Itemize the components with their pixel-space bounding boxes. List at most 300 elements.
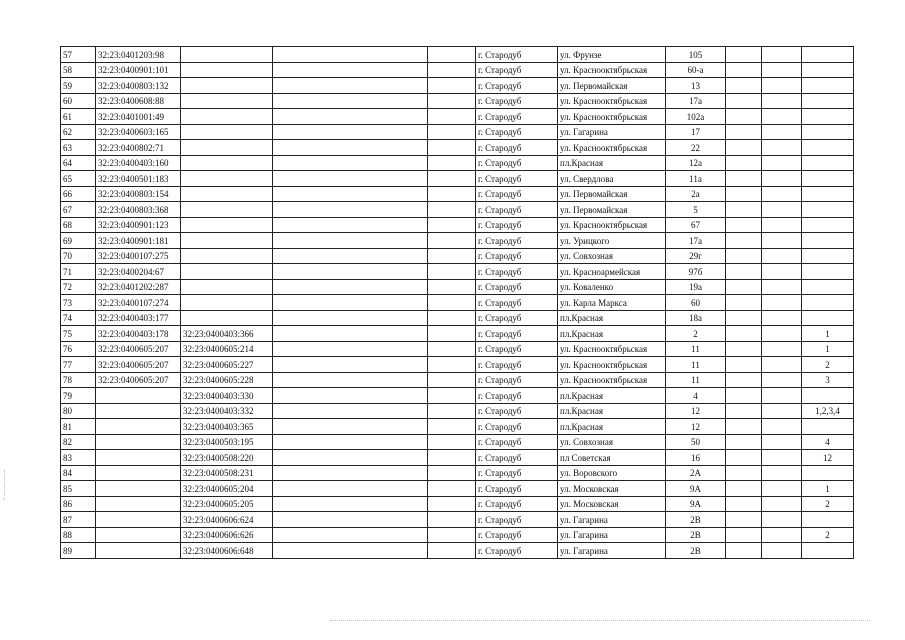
apartment-cell bbox=[802, 388, 854, 404]
house-number-cell: 12а bbox=[666, 155, 726, 171]
cadastral-number-2-cell bbox=[181, 78, 273, 94]
house-number-cell: 11 bbox=[666, 372, 726, 388]
cadastral-number-cell: 32:23:0400901:181 bbox=[96, 233, 181, 249]
table-body bbox=[61, 47, 854, 559]
apartment-cell: 3 bbox=[802, 372, 854, 388]
city-cell: г. Стародуб bbox=[476, 109, 558, 125]
table-row bbox=[61, 233, 854, 249]
table-row bbox=[61, 217, 854, 233]
house-number-cell: 2В bbox=[666, 512, 726, 528]
city-cell: г. Стародуб bbox=[476, 140, 558, 156]
cadastral-number-2-cell bbox=[181, 47, 273, 63]
city-cell: г. Стародуб bbox=[476, 496, 558, 512]
city-cell: г. Стародуб bbox=[476, 233, 558, 249]
house-number-cell: 12 bbox=[666, 419, 726, 435]
empty-cell bbox=[273, 233, 428, 249]
row-number-cell: 80 bbox=[61, 403, 96, 419]
empty-cell bbox=[762, 93, 802, 109]
house-number-cell: 2 bbox=[666, 326, 726, 342]
row-number-cell: 60 bbox=[61, 93, 96, 109]
cadastral-number-2-cell: 32:23:0400508:220 bbox=[181, 450, 273, 466]
table-row bbox=[61, 434, 854, 450]
table-row bbox=[61, 357, 854, 373]
empty-cell bbox=[428, 450, 476, 466]
apartment-cell bbox=[802, 295, 854, 311]
cadastral-number-cell: 32:23:0400605:207 bbox=[96, 357, 181, 373]
empty-cell bbox=[428, 310, 476, 326]
cadastral-number-2-cell: 32:23:0400605:227 bbox=[181, 357, 273, 373]
empty-cell bbox=[762, 186, 802, 202]
empty-cell bbox=[762, 109, 802, 125]
house-number-cell: 12 bbox=[666, 403, 726, 419]
empty-cell bbox=[428, 62, 476, 78]
empty-cell bbox=[726, 481, 762, 497]
street-cell: пл Советская bbox=[558, 450, 666, 466]
city-cell: г. Стародуб bbox=[476, 47, 558, 63]
city-cell: г. Стародуб bbox=[476, 279, 558, 295]
empty-cell bbox=[726, 62, 762, 78]
house-number-cell: 5 bbox=[666, 202, 726, 218]
city-cell: г. Стародуб bbox=[476, 341, 558, 357]
row-number-cell: 78 bbox=[61, 372, 96, 388]
apartment-cell: 1,2,3,4 bbox=[802, 403, 854, 419]
empty-cell bbox=[726, 264, 762, 280]
empty-cell bbox=[762, 341, 802, 357]
city-cell: г. Стародуб bbox=[476, 450, 558, 466]
scan-artifact-line bbox=[330, 620, 870, 622]
row-number-cell: 88 bbox=[61, 527, 96, 543]
row-number-cell: 75 bbox=[61, 326, 96, 342]
cadastral-number-2-cell bbox=[181, 295, 273, 311]
table-row bbox=[61, 93, 854, 109]
empty-cell bbox=[273, 264, 428, 280]
cadastral-number-2-cell: 32:23:0400605:204 bbox=[181, 481, 273, 497]
empty-cell bbox=[762, 310, 802, 326]
row-number-cell: 61 bbox=[61, 109, 96, 125]
cadastral-number-2-cell: 32:23:0400606:626 bbox=[181, 527, 273, 543]
table-row bbox=[61, 62, 854, 78]
empty-cell bbox=[726, 357, 762, 373]
empty-cell bbox=[762, 357, 802, 373]
street-cell: ул. Воровского bbox=[558, 465, 666, 481]
cadastral-number-2-cell: 32:23:0400403:365 bbox=[181, 419, 273, 435]
table-row bbox=[61, 171, 854, 187]
apartment-cell bbox=[802, 279, 854, 295]
table-row bbox=[61, 109, 854, 125]
empty-cell bbox=[428, 512, 476, 528]
empty-cell bbox=[762, 140, 802, 156]
row-number-cell: 63 bbox=[61, 140, 96, 156]
empty-cell bbox=[273, 155, 428, 171]
row-number-cell: 72 bbox=[61, 279, 96, 295]
street-cell: ул. Краснооктябрьская bbox=[558, 62, 666, 78]
city-cell: г. Стародуб bbox=[476, 171, 558, 187]
cadastral-number-2-cell: 32:23:0400605:228 bbox=[181, 372, 273, 388]
cadastral-number-2-cell: 32:23:0400508:231 bbox=[181, 465, 273, 481]
apartment-cell bbox=[802, 62, 854, 78]
house-number-cell: 9А bbox=[666, 496, 726, 512]
empty-cell bbox=[726, 78, 762, 94]
empty-cell bbox=[273, 186, 428, 202]
apartment-cell bbox=[802, 93, 854, 109]
row-number-cell: 62 bbox=[61, 124, 96, 140]
street-cell: ул. Свердлова bbox=[558, 171, 666, 187]
street-cell: пл.Красная bbox=[558, 419, 666, 435]
empty-cell bbox=[428, 388, 476, 404]
row-number-cell: 59 bbox=[61, 78, 96, 94]
cadastral-number-cell: 32:23:0400803:368 bbox=[96, 202, 181, 218]
row-number-cell: 73 bbox=[61, 295, 96, 311]
street-cell: пл.Красная bbox=[558, 388, 666, 404]
house-number-cell: 102а bbox=[666, 109, 726, 125]
street-cell: ул. Краснооктябрьская bbox=[558, 217, 666, 233]
empty-cell bbox=[726, 527, 762, 543]
empty-cell bbox=[428, 403, 476, 419]
street-cell: ул. Первомайская bbox=[558, 78, 666, 94]
empty-cell bbox=[428, 248, 476, 264]
street-cell: ул. Краснооктябрьская bbox=[558, 372, 666, 388]
empty-cell bbox=[273, 465, 428, 481]
cadastral-number-cell: 32:23:0400403:178 bbox=[96, 326, 181, 342]
empty-cell bbox=[428, 233, 476, 249]
table-row bbox=[61, 512, 854, 528]
empty-cell bbox=[273, 450, 428, 466]
house-number-cell: 50 bbox=[666, 434, 726, 450]
table-row bbox=[61, 47, 854, 63]
city-cell: г. Стародуб bbox=[476, 543, 558, 559]
empty-cell bbox=[762, 372, 802, 388]
city-cell: г. Стародуб bbox=[476, 388, 558, 404]
row-number-cell: 81 bbox=[61, 419, 96, 435]
row-number-cell: 87 bbox=[61, 512, 96, 528]
house-number-cell: 105 bbox=[666, 47, 726, 63]
apartment-cell bbox=[802, 124, 854, 140]
city-cell: г. Стародуб bbox=[476, 372, 558, 388]
cadastral-number-2-cell bbox=[181, 264, 273, 280]
apartment-cell: 2 bbox=[802, 527, 854, 543]
house-number-cell: 17а bbox=[666, 233, 726, 249]
cadastral-number-2-cell bbox=[181, 248, 273, 264]
apartment-cell bbox=[802, 140, 854, 156]
empty-cell bbox=[726, 403, 762, 419]
table-row bbox=[61, 465, 854, 481]
street-cell: ул. Гагарина bbox=[558, 512, 666, 528]
empty-cell bbox=[428, 171, 476, 187]
empty-cell bbox=[428, 217, 476, 233]
empty-cell bbox=[428, 202, 476, 218]
empty-cell bbox=[273, 248, 428, 264]
cadastral-number-cell: 32:23:0401001:49 bbox=[96, 109, 181, 125]
empty-cell bbox=[273, 481, 428, 497]
city-cell: г. Стародуб bbox=[476, 62, 558, 78]
empty-cell bbox=[428, 527, 476, 543]
empty-cell bbox=[762, 388, 802, 404]
empty-cell bbox=[762, 512, 802, 528]
empty-cell bbox=[273, 171, 428, 187]
empty-cell bbox=[726, 512, 762, 528]
house-number-cell: 22 bbox=[666, 140, 726, 156]
city-cell: г. Стародуб bbox=[476, 310, 558, 326]
table-row bbox=[61, 326, 854, 342]
cadastral-number-cell: 32:23:0400107:274 bbox=[96, 295, 181, 311]
apartment-cell: 1 bbox=[802, 326, 854, 342]
city-cell: г. Стародуб bbox=[476, 202, 558, 218]
table-row bbox=[61, 403, 854, 419]
cadastral-number-cell: 32:23:0400107:275 bbox=[96, 248, 181, 264]
empty-cell bbox=[726, 326, 762, 342]
street-cell: ул. Краснооктябрьская bbox=[558, 341, 666, 357]
empty-cell bbox=[762, 496, 802, 512]
empty-cell bbox=[273, 217, 428, 233]
empty-cell bbox=[273, 62, 428, 78]
city-cell: г. Стародуб bbox=[476, 357, 558, 373]
table-row bbox=[61, 372, 854, 388]
cadastral-number-2-cell: 32:23:0400606:648 bbox=[181, 543, 273, 559]
table-row bbox=[61, 310, 854, 326]
cadastral-number-2-cell bbox=[181, 279, 273, 295]
empty-cell bbox=[428, 47, 476, 63]
street-cell: ул. Московская bbox=[558, 481, 666, 497]
empty-cell bbox=[726, 109, 762, 125]
street-cell: ул. Первомайская bbox=[558, 186, 666, 202]
street-cell: ул. Московская bbox=[558, 496, 666, 512]
table-row bbox=[61, 543, 854, 559]
street-cell: ул. Гагарина bbox=[558, 527, 666, 543]
row-number-cell: 67 bbox=[61, 202, 96, 218]
apartment-cell bbox=[802, 264, 854, 280]
city-cell: г. Стародуб bbox=[476, 124, 558, 140]
empty-cell bbox=[762, 124, 802, 140]
cadastral-number-cell bbox=[96, 388, 181, 404]
empty-cell bbox=[273, 419, 428, 435]
empty-cell bbox=[762, 403, 802, 419]
table-row bbox=[61, 496, 854, 512]
table-row bbox=[61, 481, 854, 497]
empty-cell bbox=[762, 202, 802, 218]
table-row bbox=[61, 124, 854, 140]
house-number-cell: 2В bbox=[666, 527, 726, 543]
row-number-cell: 79 bbox=[61, 388, 96, 404]
cadastral-number-cell bbox=[96, 434, 181, 450]
street-cell: ул. Краснооктябрьская bbox=[558, 93, 666, 109]
empty-cell bbox=[762, 62, 802, 78]
table-row bbox=[61, 78, 854, 94]
street-cell: пл.Красная bbox=[558, 310, 666, 326]
street-cell: пл.Красная bbox=[558, 155, 666, 171]
house-number-cell: 19а bbox=[666, 279, 726, 295]
empty-cell bbox=[273, 512, 428, 528]
empty-cell bbox=[726, 496, 762, 512]
empty-cell bbox=[762, 233, 802, 249]
cadastral-number-2-cell bbox=[181, 62, 273, 78]
empty-cell bbox=[273, 496, 428, 512]
property-table bbox=[60, 46, 854, 559]
street-cell: пл.Красная bbox=[558, 326, 666, 342]
cadastral-number-cell bbox=[96, 496, 181, 512]
empty-cell bbox=[428, 434, 476, 450]
street-cell: ул. Гагарина bbox=[558, 543, 666, 559]
apartment-cell bbox=[802, 465, 854, 481]
row-number-cell: 69 bbox=[61, 233, 96, 249]
row-number-cell: 71 bbox=[61, 264, 96, 280]
cadastral-number-cell: 32:23:0400901:101 bbox=[96, 62, 181, 78]
city-cell: г. Стародуб bbox=[476, 155, 558, 171]
house-number-cell: 9А bbox=[666, 481, 726, 497]
empty-cell bbox=[762, 248, 802, 264]
empty-cell bbox=[428, 295, 476, 311]
cadastral-number-2-cell bbox=[181, 109, 273, 125]
street-cell: пл.Красная bbox=[558, 403, 666, 419]
table-row bbox=[61, 140, 854, 156]
row-number-cell: 84 bbox=[61, 465, 96, 481]
cadastral-number-2-cell bbox=[181, 202, 273, 218]
table-row bbox=[61, 186, 854, 202]
empty-cell bbox=[726, 465, 762, 481]
empty-cell bbox=[726, 171, 762, 187]
house-number-cell: 16 bbox=[666, 450, 726, 466]
cadastral-number-cell: 32:23:0400803:132 bbox=[96, 78, 181, 94]
street-cell: ул. Краснооктябрьская bbox=[558, 109, 666, 125]
row-number-cell: 57 bbox=[61, 47, 96, 63]
cadastral-number-cell bbox=[96, 527, 181, 543]
apartment-cell bbox=[802, 512, 854, 528]
empty-cell bbox=[762, 295, 802, 311]
cadastral-number-2-cell bbox=[181, 140, 273, 156]
empty-cell bbox=[726, 248, 762, 264]
table-row bbox=[61, 419, 854, 435]
city-cell: г. Стародуб bbox=[476, 481, 558, 497]
cadastral-number-2-cell bbox=[181, 217, 273, 233]
cadastral-number-cell: 32:23:0400608:88 bbox=[96, 93, 181, 109]
cadastral-number-cell: 32:23:0400605:207 bbox=[96, 341, 181, 357]
cadastral-number-2-cell: 32:23:0400403:330 bbox=[181, 388, 273, 404]
house-number-cell: 97б bbox=[666, 264, 726, 280]
table-row bbox=[61, 450, 854, 466]
empty-cell bbox=[726, 279, 762, 295]
table-row bbox=[61, 155, 854, 171]
apartment-cell bbox=[802, 186, 854, 202]
empty-cell bbox=[428, 341, 476, 357]
empty-cell bbox=[762, 78, 802, 94]
empty-cell bbox=[428, 279, 476, 295]
street-cell: ул. Урицкого bbox=[558, 233, 666, 249]
row-number-cell: 64 bbox=[61, 155, 96, 171]
empty-cell bbox=[762, 450, 802, 466]
apartment-cell bbox=[802, 155, 854, 171]
row-number-cell: 66 bbox=[61, 186, 96, 202]
street-cell: ул. Красноармейская bbox=[558, 264, 666, 280]
empty-cell bbox=[273, 202, 428, 218]
city-cell: г. Стародуб bbox=[476, 217, 558, 233]
empty-cell bbox=[726, 372, 762, 388]
row-number-cell: 65 bbox=[61, 171, 96, 187]
house-number-cell: 13 bbox=[666, 78, 726, 94]
empty-cell bbox=[726, 419, 762, 435]
cadastral-number-cell: 32:23:0401202:287 bbox=[96, 279, 181, 295]
empty-cell bbox=[726, 543, 762, 559]
empty-cell bbox=[726, 155, 762, 171]
empty-cell bbox=[273, 93, 428, 109]
cadastral-number-cell: 32:23:0400403:160 bbox=[96, 155, 181, 171]
cadastral-number-2-cell: 32:23:0400605:214 bbox=[181, 341, 273, 357]
cadastral-number-cell: 32:23:0400605:207 bbox=[96, 372, 181, 388]
empty-cell bbox=[428, 496, 476, 512]
row-number-cell: 70 bbox=[61, 248, 96, 264]
cadastral-number-cell bbox=[96, 481, 181, 497]
cadastral-number-2-cell bbox=[181, 186, 273, 202]
empty-cell bbox=[428, 326, 476, 342]
empty-cell bbox=[762, 47, 802, 63]
apartment-cell: 2 bbox=[802, 357, 854, 373]
house-number-cell: 18а bbox=[666, 310, 726, 326]
street-cell: ул. Совхозная bbox=[558, 434, 666, 450]
scan-artifact-mark bbox=[4, 470, 6, 500]
cadastral-number-2-cell: 32:23:0400403:332 bbox=[181, 403, 273, 419]
street-cell: ул. Гагарина bbox=[558, 124, 666, 140]
cadastral-number-cell: 32:23:0400403:177 bbox=[96, 310, 181, 326]
empty-cell bbox=[273, 109, 428, 125]
apartment-cell: 1 bbox=[802, 341, 854, 357]
city-cell: г. Стародуб bbox=[476, 419, 558, 435]
row-number-cell: 85 bbox=[61, 481, 96, 497]
house-number-cell: 67 bbox=[666, 217, 726, 233]
cadastral-number-2-cell bbox=[181, 310, 273, 326]
apartment-cell bbox=[802, 217, 854, 233]
table-row bbox=[61, 264, 854, 280]
empty-cell bbox=[726, 202, 762, 218]
street-cell: ул. Первомайская bbox=[558, 202, 666, 218]
row-number-cell: 83 bbox=[61, 450, 96, 466]
row-number-cell: 74 bbox=[61, 310, 96, 326]
street-cell: ул. Карла Маркса bbox=[558, 295, 666, 311]
house-number-cell: 29г bbox=[666, 248, 726, 264]
street-cell: ул. Коваленко bbox=[558, 279, 666, 295]
row-number-cell: 68 bbox=[61, 217, 96, 233]
table-row bbox=[61, 527, 854, 543]
house-number-cell: 2В bbox=[666, 543, 726, 559]
apartment-cell bbox=[802, 419, 854, 435]
apartment-cell: 4 bbox=[802, 434, 854, 450]
house-number-cell: 2а bbox=[666, 186, 726, 202]
cadastral-number-2-cell bbox=[181, 171, 273, 187]
empty-cell bbox=[273, 124, 428, 140]
empty-cell bbox=[726, 124, 762, 140]
cadastral-number-2-cell bbox=[181, 233, 273, 249]
house-number-cell: 11 bbox=[666, 357, 726, 373]
cadastral-number-cell: 32:23:0400802:71 bbox=[96, 140, 181, 156]
cadastral-number-cell: 32:23:0400901:123 bbox=[96, 217, 181, 233]
row-number-cell: 82 bbox=[61, 434, 96, 450]
empty-cell bbox=[762, 527, 802, 543]
row-number-cell: 58 bbox=[61, 62, 96, 78]
table-row bbox=[61, 248, 854, 264]
street-cell: ул. Фрунзе bbox=[558, 47, 666, 63]
table-row bbox=[61, 202, 854, 218]
apartment-cell bbox=[802, 78, 854, 94]
empty-cell bbox=[762, 481, 802, 497]
empty-cell bbox=[726, 93, 762, 109]
empty-cell bbox=[273, 388, 428, 404]
empty-cell bbox=[762, 434, 802, 450]
row-number-cell: 89 bbox=[61, 543, 96, 559]
cadastral-number-cell: 32:23:0400603:165 bbox=[96, 124, 181, 140]
empty-cell bbox=[428, 481, 476, 497]
apartment-cell bbox=[802, 248, 854, 264]
empty-cell bbox=[762, 217, 802, 233]
empty-cell bbox=[273, 279, 428, 295]
cadastral-number-2-cell: 32:23:0400403:366 bbox=[181, 326, 273, 342]
empty-cell bbox=[428, 78, 476, 94]
